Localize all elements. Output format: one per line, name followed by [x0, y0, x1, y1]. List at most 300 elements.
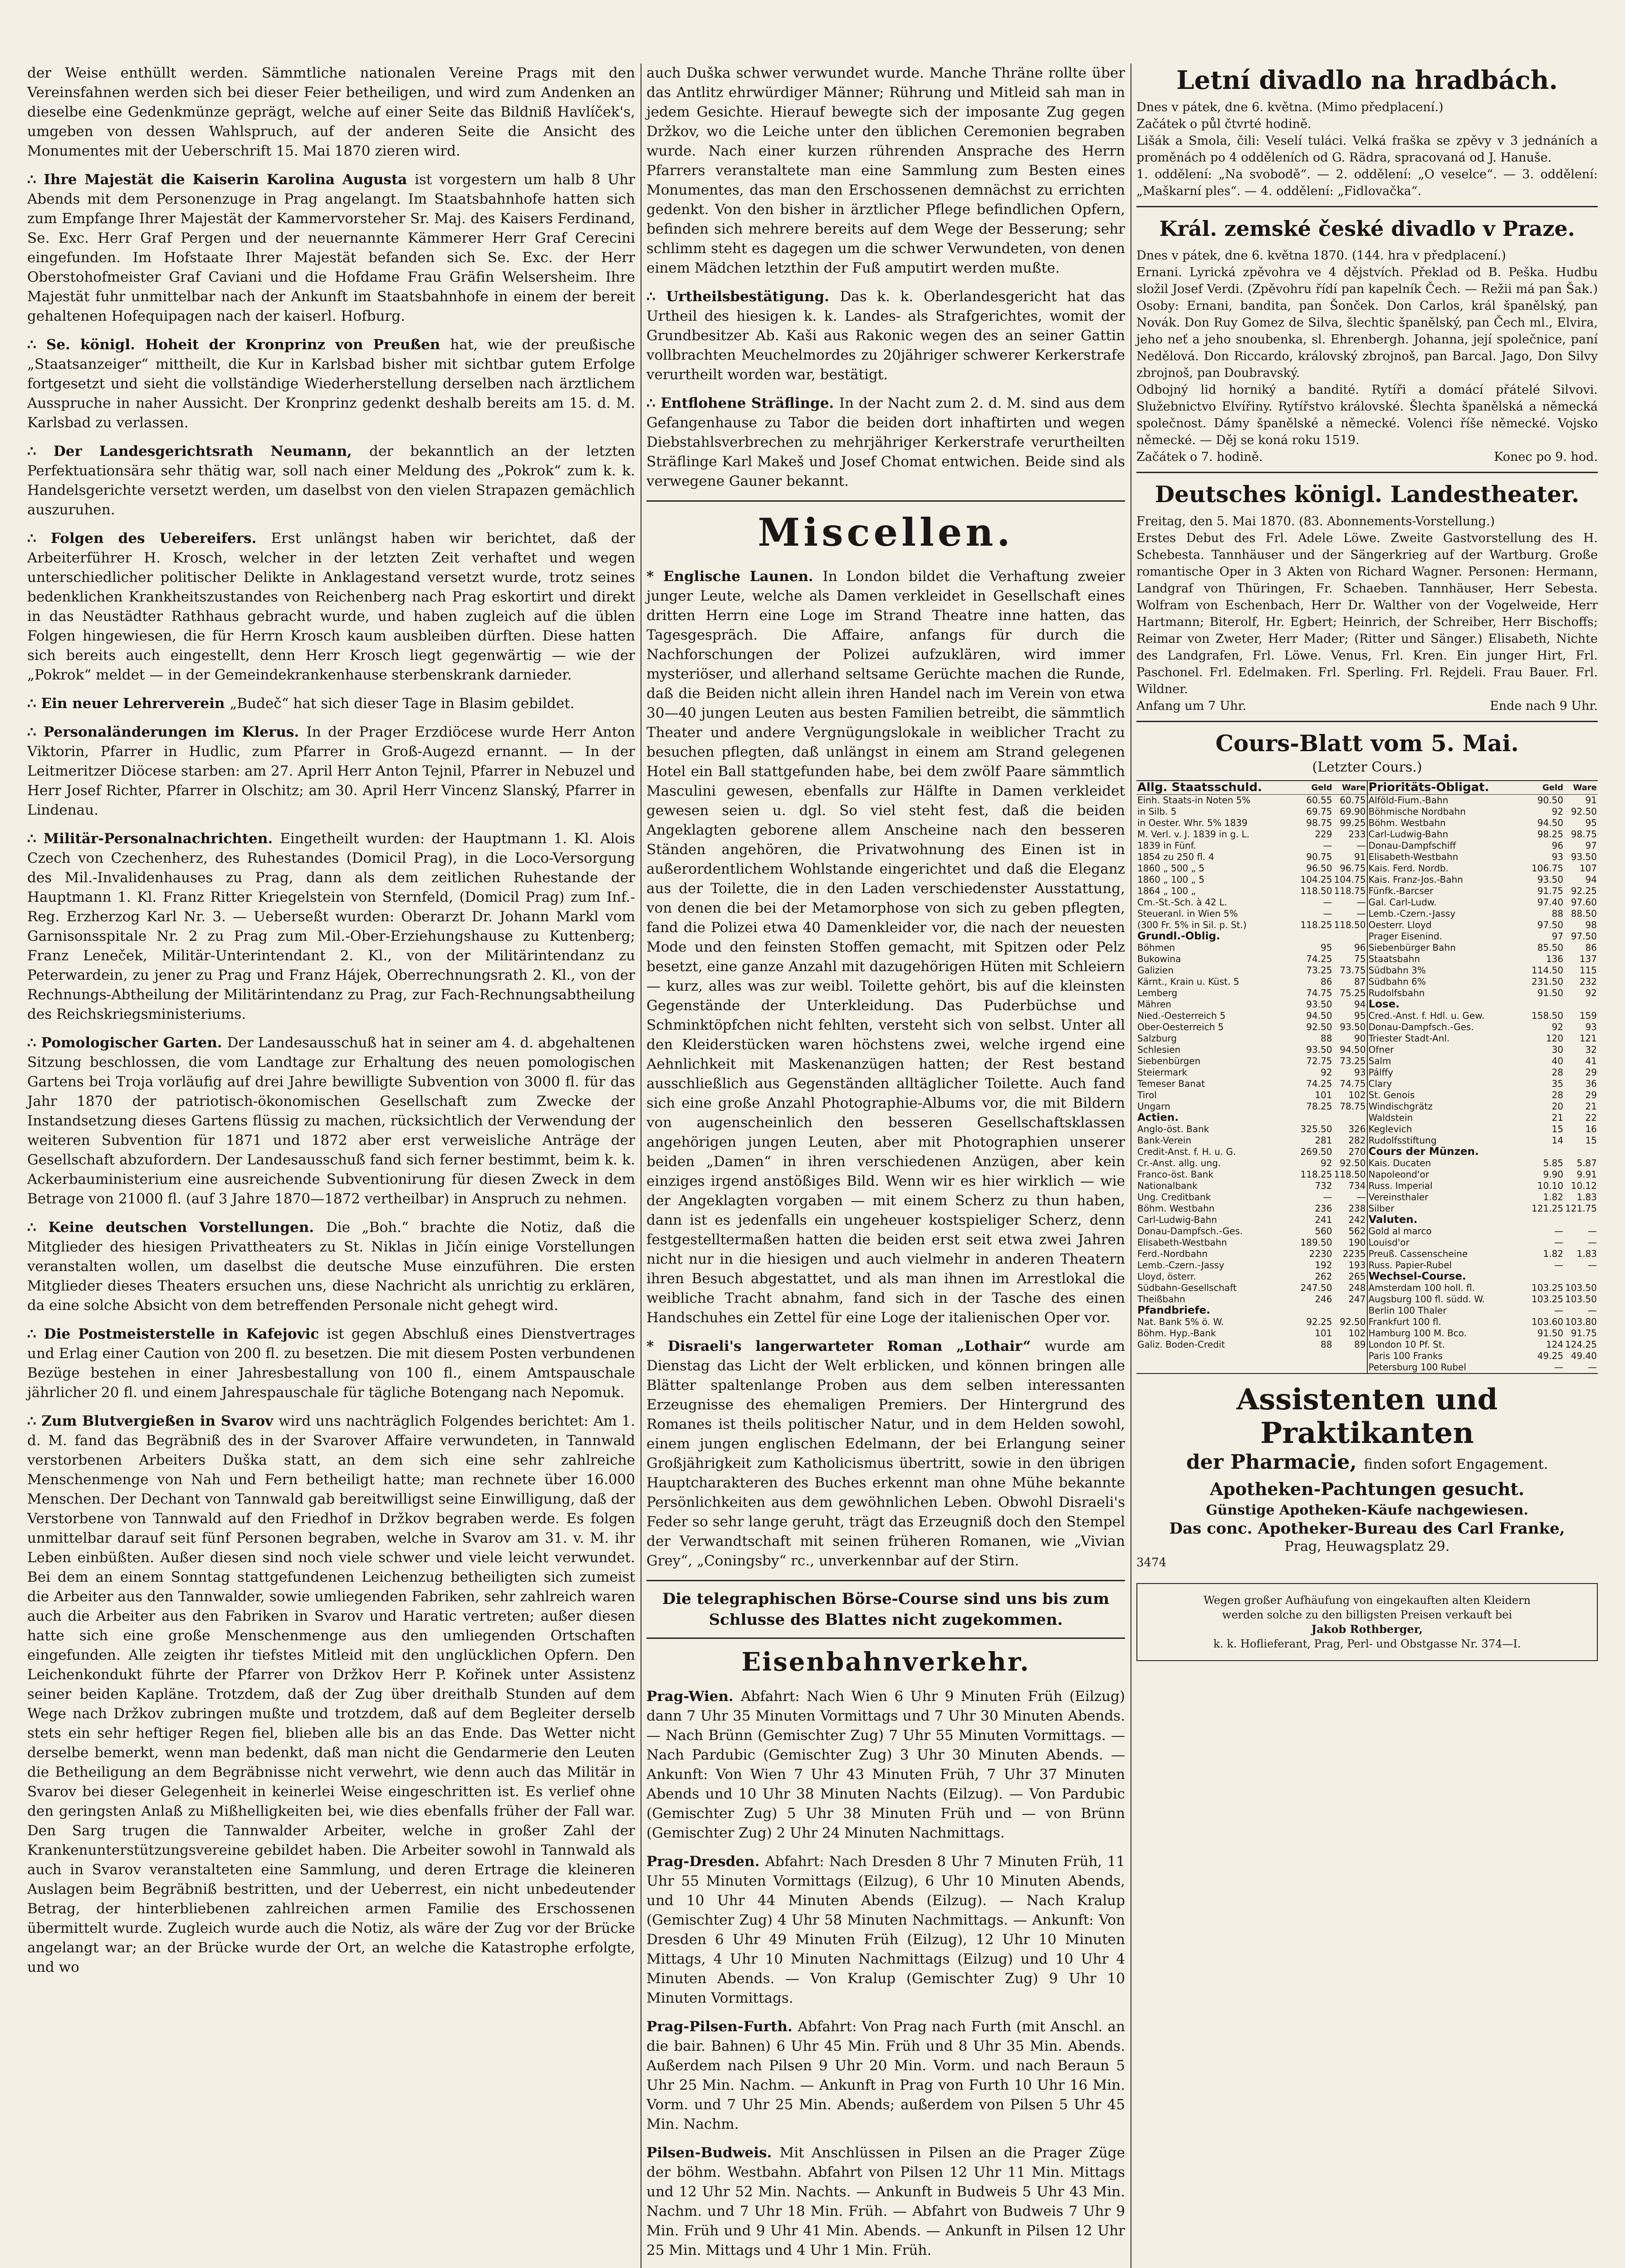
price: 282: [1348, 1135, 1366, 1146]
rates-row: [1368, 1101, 1598, 1112]
article: [646, 1337, 1125, 1571]
price: 74.75: [1306, 987, 1332, 998]
security-name: Salm: [1368, 1056, 1391, 1066]
price: 93.50: [1537, 874, 1563, 885]
security-name: Louisd'or: [1368, 1237, 1410, 1248]
price: 560: [1315, 1226, 1332, 1237]
security-name: Anglo-öst. Bank: [1137, 1124, 1209, 1134]
article-headline: Prag-Wien.: [646, 1688, 741, 1705]
price: 20: [1552, 1101, 1563, 1112]
ad-line: Wegen großer Aufhäufung von eingekauften alten Kleidern: [1204, 1594, 1531, 1607]
security-name: Mähren: [1137, 999, 1171, 1010]
security-name: Pfandbriefe.: [1137, 1305, 1210, 1316]
security-name: Rudolfsstiftung: [1368, 1135, 1437, 1146]
price: [1531, 1271, 1564, 1282]
security-name: in Oester. Whr. 5% 1839: [1137, 817, 1248, 828]
price: 103.80: [1565, 1316, 1597, 1327]
rates-row: [1368, 1248, 1598, 1260]
letni-divadlo-program: [1136, 99, 1598, 200]
price: [1531, 999, 1564, 1010]
rates-row: [1136, 806, 1367, 817]
price: 87: [1354, 976, 1366, 987]
price: 99.25: [1340, 817, 1366, 828]
price: 98.25: [1537, 829, 1563, 840]
rates-row: [1136, 965, 1367, 976]
security-name: Russ. Papier-Rubel: [1368, 1260, 1452, 1271]
article-headline: ∴ Personaländerungen im Klerus.: [27, 724, 307, 740]
rates-column-header: Geld: [1531, 781, 1564, 795]
price: 193: [1348, 1260, 1366, 1271]
article: [27, 1412, 635, 1977]
price: 60.75: [1340, 795, 1366, 806]
article-text: In der Prager Erzdiöcese wurde Herr Anton Viktorin, Pfarrer in Hudlic, zum Pfarrer in Groß-Augezd ernannt. — In der Leitmeritzer Diöcese starben: am 27. April Herr Anton Tejnil, Pfarrer in Nebuzel und Herr Josef Richter, Pfarrer in Olschitz; am 30. April Herr Vincenz Slanský, Pfarrer in Lindenau.: [27, 724, 635, 818]
rates-row: [1136, 1158, 1367, 1169]
price: 104.75: [1334, 874, 1366, 885]
rates-row: [1136, 1192, 1367, 1203]
price: 247: [1348, 1294, 1366, 1305]
rates-row: [1368, 1282, 1598, 1294]
rates-row: [1368, 1328, 1598, 1339]
security-name: Lloyd, österr.: [1137, 1271, 1196, 1282]
price: 78.25: [1306, 1101, 1332, 1112]
price: —: [1554, 1260, 1563, 1271]
price: —: [1356, 840, 1366, 851]
article-headline: Prag-Pilsen-Furth.: [646, 2019, 798, 2035]
program-line: Freitag, den 5. Mai 1870. (83. Abonnements-Vorstellung.): [1136, 514, 1495, 528]
ad-line: Prag, Heuwagsplatz 29.: [1284, 1539, 1450, 1554]
price: —: [1323, 897, 1332, 908]
price: 96: [1354, 942, 1366, 953]
price: 158.50: [1532, 1010, 1563, 1021]
price: —: [1356, 1192, 1366, 1202]
security-name: Lemb.-Czern.-Jassy: [1368, 908, 1456, 919]
newspaper-page: [27, 64, 1598, 2268]
rates-row: [1368, 1158, 1598, 1169]
rates-row: [1136, 1033, 1367, 1044]
divider: [646, 1637, 1125, 1639]
article-headline: ∴ Keine deutschen Vorstellungen.: [27, 1219, 326, 1236]
kral-times: [1136, 449, 1598, 465]
security-name: Berlin 100 Thaler: [1368, 1305, 1447, 1316]
price: —: [1356, 908, 1366, 919]
price: —: [1323, 840, 1332, 851]
price: 114.50: [1532, 965, 1563, 976]
security-name: Steiermark: [1137, 1067, 1188, 1078]
rates-row: [1368, 1169, 1598, 1180]
rates-row: [1136, 1067, 1367, 1078]
price: 98.75: [1571, 829, 1597, 840]
rates-left: [1136, 781, 1368, 1373]
price: —: [1588, 1226, 1597, 1237]
article-headline: Pilsen-Budweis.: [646, 2145, 780, 2161]
ad-line: k. k. Hoflieferant, Prag, Perl- und Obstgasse Nr. 374—I.: [1213, 1637, 1521, 1650]
price: 281: [1315, 1135, 1332, 1146]
security-name: Cours der Münzen.: [1368, 1146, 1479, 1158]
security-name: Gal. Carl-Ludw.: [1368, 897, 1437, 908]
price: 106.75: [1532, 863, 1563, 874]
price: —: [1588, 1237, 1597, 1248]
price: 124: [1546, 1339, 1563, 1350]
price: 92.50: [1571, 806, 1597, 817]
price: 118.50: [1300, 885, 1332, 896]
rates-row: [1136, 1260, 1367, 1271]
price: 73.75: [1340, 965, 1366, 976]
article: [646, 1687, 1125, 1843]
article-text: In der Nacht zum 2. d. M. sind aus dem Gefangenhause zu Tabor die beiden dort inhaftirten und wegen Diebstahlsverbrechen zu mehrjähriger Kerkerstrafe verurtheilten Sträflinge Karl Makeš und Josef Chomat entwichen. Beide sind als verwegene Gauner bekannt.: [646, 395, 1125, 489]
price: [1333, 1112, 1367, 1124]
ad-line: Jakob Rothberger,: [1311, 1623, 1423, 1636]
security-name: M. Verl. v. J. 1839 in g. L.: [1137, 829, 1250, 840]
security-name: (300 Fr. 5% in Sil. p. St.): [1137, 919, 1247, 930]
rates-row: [1368, 1294, 1598, 1305]
article-headline: ∴ Entflohene Sträflinge.: [646, 395, 839, 411]
price: 734: [1348, 1180, 1366, 1191]
price: 1.82: [1543, 1248, 1563, 1259]
security-name: Triester Stadt-Anl.: [1368, 1033, 1450, 1044]
security-name: Schlesien: [1137, 1044, 1181, 1055]
price: 90.75: [1306, 851, 1332, 862]
price: 98: [1585, 919, 1597, 930]
article: [27, 1033, 635, 1209]
price: 93: [1585, 1022, 1597, 1032]
rates-row: [1136, 1328, 1367, 1339]
price: 92: [1552, 806, 1563, 817]
article: [27, 335, 635, 433]
article: [646, 2017, 1125, 2134]
rates-row: [1368, 795, 1598, 807]
rates-row: [1368, 1237, 1598, 1248]
security-name: Silber: [1368, 1203, 1395, 1214]
price: 21: [1585, 1101, 1597, 1112]
security-name: London 10 Pf. St.: [1368, 1339, 1445, 1350]
article-text: ist vorgestern um halb 8 Uhr Abends mit dem Personenzuge in Prag angelangt. Im Staatsbahnhofe hatten sich zum Empfange Ihrer Majestät der Kammervorsteher Sr. Maj. des Kaisers Ferdinand, Se. Exc. Herr Graf Pergen und der neuernannte Kämmerer Herr Graf Cerecini eingefunden. Im Hofstaate Ihrer Majestät befanden sich Se. Exc. der Herr Oberstohofmeister Graf Caviani und die Hofdame Frau Gräfin Welsersheim. Ihre Majestät fuhr unmittelbar nach der Ankunft im Staatsbahnhofe in einem der bereit gehaltenen Hofequipagen nach der kaiserl. Hofburg.: [27, 171, 635, 324]
local-news-continued: [646, 64, 1125, 491]
price: 5.85: [1543, 1158, 1563, 1168]
rates-row: [1136, 1022, 1367, 1033]
price: 93.50: [1306, 999, 1332, 1010]
security-name: Steueranl. in Wien 5%: [1137, 908, 1238, 919]
rates-row: [1368, 1010, 1598, 1022]
security-name: Fünfk.-Barcser: [1368, 885, 1434, 896]
security-name: Augsburg 100 fl. südd. W.: [1368, 1294, 1485, 1305]
rates-row: [1368, 1124, 1598, 1135]
security-name: 1860 „ 500 „ 5: [1137, 863, 1204, 874]
article-text: der Weise enthüllt werden. Sämmtliche nationalen Vereine Prags mit den Vereinsfahnen werden sich bei dieser Feier betheiligen, und wird zum Andenken an dieselbe eine Gedenkmünze geprägt, welche auf einer Seite das Bildniß Havlíček's, umgeben von dessen Wahlspruch, auf der anderen Seite die Ansicht des Monumentes mit der Ueberschrift 15. Mai 1870 zieren wird.: [27, 65, 635, 159]
price: 88: [1321, 1339, 1332, 1350]
divider: [1136, 206, 1598, 207]
article-headline: ∴ Militär-Personalnachrichten.: [27, 831, 280, 847]
rates-row: [1136, 1101, 1367, 1112]
article: [646, 2143, 1125, 2260]
article-text: Erst unlängst haben wir berichtet, daß der Arbeiterführer H. Krosch, welcher in der letzten Zeit verhaftet und wegen unterschiedlicher politischer Delikte in Anklagestand versetzt wurde, trotz seines bedenklichen Krankheitszustandes von Reichenberg nach Prag eskortirt und direkt in das Neustädter Rathhaus gebracht wurde, und haben zugleich auf die üblen Folgen hingewiesen, die für Herrn Krosch kaum ausbleiben dürften. Diese hatten sich bereits auch eingestellt, denn Herr Krosch liegt gegenwärtig — wie der „Pokrok“ meldet — in der Gemeindekrankenhause sterbenskrank darnieder.: [27, 530, 635, 683]
rates-row: [1368, 1146, 1598, 1158]
rates-row: [1136, 1044, 1367, 1056]
rates-row: [1368, 1022, 1598, 1033]
price: 118.75: [1334, 885, 1366, 896]
price: 29: [1585, 1090, 1597, 1100]
article-text: Das k. k. Oberlandesgericht hat das Urtheil des hiesigen k. k. Landes- als Strafgerichtes, womit der Grundbesitzer Ab. Kaši aus Rakonic wegen des an seiner Gattin vollbrachten Meuchelmordes zu 20jähriger schwerer Kerkerstrafe verurtheilt worden war, bestätigt.: [646, 288, 1125, 383]
ad-subtitle: [1136, 1450, 1598, 1477]
price: 124.25: [1565, 1339, 1597, 1350]
price: 94.50: [1306, 1010, 1332, 1021]
price: 92: [1552, 1022, 1563, 1032]
security-name: Kais. Ducaten: [1368, 1158, 1431, 1168]
security-name: Donau-Dampfschiff: [1368, 840, 1456, 851]
security-name: Credit-Anst. f. H. u. G.: [1137, 1146, 1236, 1157]
security-name: Keglevich: [1368, 1124, 1412, 1134]
security-name: Lemberg: [1137, 987, 1178, 998]
rates-row: [1368, 885, 1598, 897]
rates-row: [1368, 806, 1598, 817]
article-headline: ∴ Zum Blutvergießen in Svarov: [27, 1413, 279, 1429]
price: [1531, 1214, 1564, 1226]
price: 73.25: [1340, 1056, 1366, 1066]
rates-row: [1368, 1067, 1598, 1078]
price: 2230: [1309, 1248, 1332, 1259]
security-name: Ferd.-Nordbahn: [1137, 1248, 1208, 1259]
article-headline: Prag-Dresden.: [646, 1853, 765, 1870]
article-text: Abfahrt: Nach Wien 6 Uhr 9 Minuten Früh (Eilzug) dann 7 Uhr 35 Minuten Vormittags und 7 Uhr 30 Minuten Abends. — Nach Brünn (Gemischter Zug) 7 Uhr 55 Minuten Vormittags. — Nach Pardubic (Gemischter Zug) 3 Uhr 30 Minuten Abends. — Ankunft: Von Wien 7 Uhr 43 Minuten Früh, 7 Uhr 37 Minuten Abends und 10 Uhr 38 Minuten Nachts (Eilzug). — Von Pardubic (Gemischter Zug) 5 Uhr 38 Minuten Früh und — von Brünn (Gemischter Zug) 2 Uhr 24 Minuten Nachmittags.: [646, 1688, 1125, 1841]
price: [1333, 1305, 1367, 1316]
security-name: Elisabeth-Westbahn: [1137, 1237, 1227, 1248]
rates-row: [1136, 851, 1367, 863]
article-headline: ∴ Se. königl. Hoheit der Kronprinz von Preußen: [27, 337, 450, 353]
article: [27, 529, 635, 685]
price: 103.50: [1565, 1282, 1597, 1293]
security-name: Böhm. Westbahn: [1368, 817, 1446, 828]
rates-row: [1136, 863, 1367, 874]
security-name: St. Genois: [1368, 1090, 1415, 1100]
security-name: Einh. Staats-in Noten 5%: [1137, 795, 1251, 806]
price: —: [1356, 897, 1366, 908]
program-line: 1. oddělení: „Na svobodě“. — 2. oddělení: „O veselce“. — 3. oddělení: „Maškarní ples“. — 4. oddělení: „Fidlovačka“.: [1136, 167, 1598, 198]
rates-row: [1368, 908, 1598, 919]
divider: [646, 1580, 1125, 1581]
price: 74.25: [1306, 1078, 1332, 1089]
security-name: Paris 100 Franks: [1368, 1350, 1443, 1361]
price: 15: [1552, 1124, 1563, 1134]
rates-row: [1368, 1135, 1598, 1146]
price: 72.75: [1306, 1056, 1332, 1066]
price: 103.60: [1532, 1316, 1563, 1327]
price: 92: [1321, 1158, 1332, 1168]
article: [27, 64, 635, 161]
rates-row: [1368, 1033, 1598, 1044]
rates-row: [1136, 1146, 1367, 1158]
price: [1564, 1214, 1598, 1226]
rates-row: [1136, 953, 1367, 965]
security-name: Rudolfsbahn: [1368, 987, 1425, 998]
price: 22: [1585, 1112, 1597, 1123]
security-name: Oesterr. Lloyd: [1368, 919, 1432, 930]
price: 85.50: [1537, 942, 1563, 953]
rates-row: [1136, 1078, 1367, 1090]
rates-row: [1136, 976, 1367, 987]
price: 102: [1348, 1328, 1366, 1339]
security-name: Galizien: [1137, 965, 1174, 976]
price: 120: [1546, 1033, 1563, 1044]
price: 96.75: [1340, 863, 1366, 874]
security-name: Galiz. Boden-Credit: [1137, 1339, 1225, 1350]
price: 98.75: [1306, 817, 1332, 828]
miscellen-articles: [646, 567, 1125, 1571]
rates-row: [1368, 965, 1598, 976]
security-name: Windischgrätz: [1368, 1101, 1433, 1112]
eisenbahn-heading: Eisenbahnverkehr.: [741, 1647, 1030, 1677]
price: 88: [1552, 908, 1563, 919]
article: [27, 170, 635, 326]
price: 192: [1315, 1260, 1332, 1271]
article-headline: * Englische Launen.: [646, 568, 823, 585]
price: 159: [1579, 1010, 1597, 1021]
rates-row: [1136, 1316, 1367, 1328]
price: 28: [1552, 1067, 1563, 1078]
price: [1333, 931, 1367, 942]
rates-row: [1136, 1305, 1367, 1316]
article-text: Abfahrt: Nach Dresden 8 Uhr 7 Minuten Früh, 11 Uhr 55 Minuten Vormittags (Eilzug), 6 Uhr 10 Minuten Abends, und 10 Uhr 44 Minuten Abends (Eilzug). — Nach Kralup (Gemischter Zug) 4 Uhr 58 Minuten Nachmittags. — Ankunft: Von Dresden 6 Uhr 49 Minuten Früh (Eilzug), 12 Uhr 10 Minuten Mittags, 4 Uhr 10 Minuten Nachmittags (Eilzug) und 10 Uhr 4 Minuten Abends. — Von Kralup (Gemischter Zug) 9 Uhr 10 Minuten Vormittags.: [646, 1853, 1125, 2006]
price: 91.50: [1537, 987, 1563, 998]
security-name: Amsterdam 100 holl. fl.: [1368, 1282, 1475, 1293]
price: 60.55: [1306, 795, 1332, 806]
rates-row: [1368, 1260, 1598, 1271]
price: 101: [1315, 1090, 1332, 1100]
price: 248: [1348, 1282, 1366, 1293]
price: 69.90: [1340, 806, 1366, 817]
rates-row: [1368, 829, 1598, 840]
rates-row: [1368, 851, 1598, 863]
boerse-note: Die telegraphischen Börse-Course sind uns bis zum Schlusse des Blattes nicht zugekommen.: [662, 1590, 1110, 1629]
price: 91: [1354, 851, 1366, 862]
security-name: Carl-Ludwig-Bahn: [1137, 1214, 1217, 1225]
security-name: Salzburg: [1137, 1033, 1177, 1044]
landestheater-program: [1136, 513, 1598, 698]
article-text: wird uns nachträglich Folgendes berichtet: Am 1. d. M. fand das Begräbniß des in der Svarover Affaire verwundeten, in Tannwald verstorbenen Arbeiters Duška statt, an dem sich eine sehr zahlreiche Menschenmenge von Nah und Fern betheiligt hatte; man rechnete über 16.000 Menschen. Der Dechant von Tannwald gab bereitwilligst seine Einwilligung, daß der Verstorbene von Tannwald auf den Friedhof in Držkov begraben werde. Es folgen unmittelbar darauf seit fünf Personen begraben, welche in Svarov am 31. v. M. ihr Leben einbüßten. Außer diesen sind noch viele schwer und viele leicht verwundet. Bei dem an einem Sonntag stattgefundenen Leichenzug betheiligten sich zumeist die Arbeiter aus den Tannwalder, sowie umliegenden Fabriken, sehr zahlreich waren auch die Arbeiter aus den Fabriken in Svarov und Haratic vertreten; außer diesen hatte sich eine große Menschenmenge aus den umliegenden Ortschaften eingefunden. Alle zeigten ihr tiefstes Mitleid mit den unglücklichen Opfern. Den Leichenkondukt führte der Pfarrer von Držkov Herr P. Kořinek unter Assistenz seiner beiden Kapläne. Trotzdem, daß der Zug über dreithalb Stunden auf dem Wege nach Držkov zubringen mußte und trotzdem, daß auf dem Begleiter derselb stets ein sehr heftiger Regen fiel, blieben alle bis an das Ende. Das Wetter nicht derselbe bemerkt, wenn man bedenkt, daß man nicht die Gendarmerie den Leuten die Betheiligung an dem Begräbnisse nicht verwehrt, wie denn auch das Militär in Svarov bei dieser Gelegenheit in keinerlei Weise eingeschritten ist. Es verlief ohne den geringsten Anlaß zu Mißhelligkeiten bei, wie dies ebenfalls früher der Fall war. Den Sarg trugen die Tannwalder Arbeiter, welche in großer Zahl der Krankenunterstützungsvereine gebildet haben. Die Arbeiter sowohl in Tannwald als auch in Svarov veranstalteten eine Sammlung, und deren Ertrage die kleineren Auslagen beim Begräbniß bestritten, und der Ueberrest, ein nicht unbedeutender Betrag, der hinterbliebenen zahlreichen armen Familie des Erschossenen übermittelt wurde. Zugleich wurde auch die Notiz, als wäre der Zug vor der Brücke angelangt war; an der Brücke wurde der Ort, an welche die Katastrophe erfolgte, und wo: [27, 1413, 636, 1975]
rates-row: [1368, 1350, 1598, 1362]
price: 732: [1315, 1180, 1332, 1191]
security-name: Böhm. Hyp.-Bank: [1137, 1328, 1216, 1339]
price: 232: [1579, 976, 1597, 987]
rates-right: [1368, 781, 1598, 1373]
column-miscellany: [646, 64, 1125, 2268]
security-name: Ober-Oesterreich 5: [1137, 1022, 1224, 1032]
rates-row: [1368, 1078, 1598, 1090]
price: 270: [1348, 1146, 1366, 1157]
article-text: hat, wie der preußische „Staatsanzeiger“ mittheilt, die Kur in Karlsbad bisher mit sichtbar gutem Erfolge fortgesetzt und sieht die vollständige Wiederherstellung derselben nach ärztlichem Ausspruche in naher Aussicht. Der Kronprinz gedenkt deshalb bereits am 15. d. M. Karlsbad zu verlassen.: [27, 337, 635, 431]
price: 118.50: [1334, 1169, 1366, 1180]
price: 21: [1552, 1112, 1563, 1123]
price: 269.50: [1300, 1146, 1332, 1157]
article-text: auch Duška schwer verwundet wurde. Manche Thräne rollte über das Antlitz ehrwürdiger Männer; Rührung und Mitleid sah man in jedem Gesichte. Hierauf bewegte sich der imposante Zug gegen Držkov, wo die Leiche unter den üblichen Ceremonien begraben wurde. Nach einer kurzen rührenden Ansprache des Herrn Pfarrers veranstaltete man eine Sammlung zum Besten eines Monumentes, das man den Erschossenen demnächst zu errichten gedenkt. Von den bisher in ärztlicher Pflege befindlichen Opfern, befinden sich mehrere bereits auf dem Wege der Besserung; sehr schlimm steht es dagegen um die schwer Verwundeten, von denen einem Mädchen letzthin der Fuß amputirt werden mußte.: [646, 65, 1125, 276]
price: 231.50: [1532, 976, 1563, 987]
price: 233: [1348, 829, 1366, 840]
price: 29: [1585, 1067, 1597, 1078]
rates-row: [1136, 817, 1367, 829]
rates-left-table: [1136, 781, 1367, 1350]
price: 40: [1552, 1056, 1563, 1066]
ad-code: 3474: [1136, 1556, 1167, 1569]
rates-row: [1136, 931, 1367, 942]
price: 73.25: [1306, 965, 1332, 976]
price: 14: [1552, 1135, 1563, 1146]
security-name: Valuten.: [1368, 1214, 1418, 1226]
rates-row: [1136, 942, 1367, 953]
rates-row: [1136, 829, 1367, 840]
landestheater-end: Ende nach 9 Uhr.: [1490, 699, 1598, 713]
clothing-advertisement: [1136, 1583, 1598, 1661]
rates-row: [1136, 1135, 1367, 1146]
price: 92.50: [1340, 1158, 1366, 1168]
price: —: [1554, 1237, 1563, 1248]
price: 75.25: [1340, 987, 1366, 998]
pharmacy-advertisement: [1136, 1383, 1598, 1569]
price: 103.25: [1532, 1294, 1563, 1305]
price: 103.25: [1532, 1282, 1563, 1293]
cours-blatt-subtitle: (Letzter Cours.): [1312, 759, 1422, 775]
price: —: [1554, 1362, 1563, 1373]
article: [27, 1218, 635, 1315]
column-theatre-and-markets: [1136, 64, 1598, 1661]
security-name: Lose.: [1368, 999, 1400, 1010]
rates-row: [1368, 1203, 1598, 1214]
price: 95: [1321, 942, 1332, 953]
article-headline: ∴ Ein neuer Lehrerverein: [27, 695, 230, 712]
price: 1.83: [1576, 1248, 1597, 1259]
article: [646, 394, 1125, 491]
price: 121.25: [1532, 1203, 1563, 1214]
program-line: Lišák a Smola, čili: Veselí tuláci. Velká fraška se zpěvy v 3 jednáních a proměnách po 4 odděleních od G. Rädra, spracovaná od J. Hanuše.: [1136, 134, 1598, 165]
price: 137: [1579, 953, 1597, 964]
price: 241: [1315, 1214, 1332, 1225]
article-text: ist gegen Abschluß eines Dienstvertrages und Erlag einer Caution von 200 fl. zu besetzen. Die mit diesem Posten verbundenen Bezüge bestehen in einer Jahresbestallung von 100 fl., einem Amtspauschale jährlicher 20 fl. und einem Jahrespauschale für tägliche Botengang nach Nepomuk.: [27, 1326, 635, 1401]
price: 242: [1348, 1214, 1366, 1225]
security-name: Donau-Dampfsch.-Ges.: [1368, 1022, 1474, 1032]
price: 1.82: [1543, 1192, 1563, 1202]
price: 118.25: [1300, 1169, 1332, 1180]
price: 247.50: [1300, 1282, 1332, 1293]
price: 93: [1354, 1067, 1366, 1078]
price: —: [1323, 1192, 1332, 1202]
price: 75: [1354, 953, 1366, 964]
price: 103.50: [1565, 1294, 1597, 1305]
cours-blatt-heading: Cours-Blatt vom 5. Mai.: [1215, 730, 1519, 757]
rates-row: [1136, 885, 1367, 897]
security-name: Kais. Franz-Jos.-Bahn: [1368, 874, 1463, 885]
security-name: Kärnt., Krain u. Küst. 5: [1137, 976, 1239, 987]
security-name: Clary: [1368, 1078, 1392, 1089]
security-name: Ung. Creditbank: [1137, 1192, 1211, 1202]
security-name: Südbahn-Gesellschaft: [1137, 1282, 1237, 1293]
rates-row: [1368, 1192, 1598, 1203]
kral-start: Začátek o 7. hodině.: [1136, 450, 1263, 464]
security-name: Südbahn 3%: [1368, 965, 1426, 976]
rates-column-header: Ware: [1564, 781, 1598, 795]
security-name: Ofner: [1368, 1044, 1394, 1055]
rates-row: [1136, 1214, 1367, 1226]
security-name: Siebenbürger Bahn: [1368, 942, 1456, 953]
security-name: Actien.: [1137, 1112, 1179, 1124]
rates-row: [1136, 1282, 1367, 1294]
security-name: Staatsbahn: [1368, 953, 1420, 964]
article-text: In London bildet die Verhaftung zweier junger Leute, welche als Damen verkleidet in Gesellschaft eines dritten Herrn eine Loge im Strand Theatre inne hatten, das Tagesgespräch. Die Affaire, anfangs für durch die Nachforschungen der Polizei aufzuklären, wird immer mysteriöser, und allerhand seltsame Gerüchte machen die Runde, daß die Beiden nicht allein ihren Handel nach im Verein von etwa 30—40 jungen Leuten aus besten Familien betreibt, die sämmtlich Theater und andere Vergnügungslokale in weiblicher Tracht zu besuchen pflegten, daß unlängst in einem am Strand gelegenen Hotel ein Ball stattgefunden habe, bei dem zwölf Paare sämmtlich Masculini gewesen, ebenfalls zur Hälfte in Damen verkleidet gewesen seien u. dgl. So viel steht fest, daß die beiden Angeklagten geborene allem Anscheine nach den besseren Ständen angehören, die Privatwohnung des Einen ist in außerordentlichem Wohlstande eingerichtet und daß die Eleganz aus der Toilette, die in den Laden verschiedenster Ausstattung, von denen die bei der Metamorphose von sich zu geben pflegten, fand die Polizei etwa 40 Damenkleider vor, die nach der neuesten Mode und den feinsten Stoffen gemacht, mit Spitzen oder Pelz besetzt, eine ganze Anzahl mit dazugehörigen Hüten mit Schleiern — kurz, alles was zur weibl. Toilette gehört, bis auf die kleinsten Gegenstände der Unterkleidung. Das Puderbüchse und Schminktöpfchen nicht fehlten, versteht sich von selbst. Unter all den Kleiderstücken waren höchstens zwei, welche irgend eine Aehnlichkeit mit Maskenanzügen hatten; der Rest bestand ausschließlich aus Gegenständen alltäglicher Toilette. Auch fand sich eine große Anzahl Photographie-Albums vor, die mit Bildern von augenscheinlich den besseren Gesellschaftsklassen angehörigen jungen Leuten, aber mit Photographien unserer beiden „Damen“ in ihren verschiedenen Anzügen, aber kein einziges irgend anstößiges Bild. Wenn wir es hier wirklich — wie der Angeklagten vorgaben — mit einem Scherz zu thun haben, dann ist es jedenfalls ein ungeheuer kostspieliger Scherz, denn festgestelltermaßen hatten die beiden erst seit etwa zwei Jahren nicht nur in die hiesigen und auch vielmehr in anderen Theatern ihren Besuch abgestattet, und als man ihnen im Arrestlokal die weibliche Tracht abnahm, fand sich in der Tasche des einen Handschuhes ein Zettel für eine Loge der italienischen Oper vor.: [646, 568, 1125, 1326]
article-text: „Budeč“ hat sich dieser Tage in Blasim gebildet.: [230, 695, 575, 712]
price: 97.50: [1537, 919, 1563, 930]
price: 91.50: [1537, 1328, 1563, 1339]
kral-end: Konec po 9. hod.: [1494, 450, 1598, 464]
price: 121: [1579, 1033, 1597, 1044]
security-name: Temeser Banat: [1137, 1078, 1205, 1089]
price: 97: [1552, 931, 1563, 942]
price: 96: [1552, 840, 1563, 851]
